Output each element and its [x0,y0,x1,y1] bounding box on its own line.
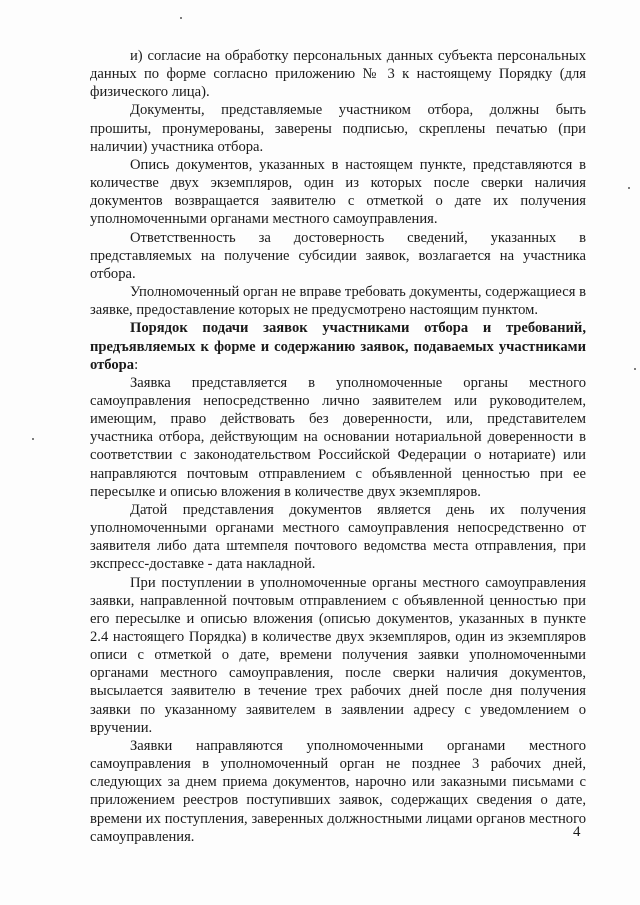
paragraph: При поступлении в уполномоченные органы местного самоуправления заявки, направленной почтовым отправлением с объявленной ценностью при его пересылке и описью вложения (описью документов, указанных в пункте 2.4 настоящего Порядка) в количестве двух экземпляров, один из экземпляров описи с отметкой о дате, времени получения заявки уполномоченными органами местного самоуправления, после сверки наличия документов, высылается заявителю в течение трех рабочих дней после дня получения заявки по указанному заявителем в заявлении адресу с уведомлением о вручении. [90,574,586,736]
section-heading [90,319,586,373]
scan-speck [628,187,630,189]
paragraph: Опись документов, указанных в настоящем пункте, представляются в количестве двух экземпляров, один из которых после сверки наличия документов возвращается заявителю с отметкой о дате их получения уполномоченными органами местного самоуправления. [90,156,586,228]
paragraph: Уполномоченный орган не вправе требовать документы, содержащиеся в заявке, предоставление которых не предусмотрено настоящим пунктом. [90,284,586,319]
section-heading-colon: : [134,356,139,373]
section-heading-bold: Порядок подачи заявок участниками отбора и требований, предъявляемых к форме и содержанию заявок, подаваемых участниками отбора [90,320,586,373]
scan-speck [180,17,182,19]
paragraph: Датой представления документов является день их получения уполномоченными органами местного самоуправления непосредственно от заявителя либо дата штемпеля почтового ведомства места отправления, при экспресс-доставке - дата накладной. [90,501,586,573]
page-number: 4 [573,824,581,840]
paragraph: Ответственность за достоверность сведений, указанных в представляемых на получение субсидии заявок, возлагается на участника отбора. [90,229,586,282]
scan-speck [634,368,636,370]
paragraph: Заявки направляются уполномоченными органами местного самоуправления в уполномоченный орган не позднее 3 рабочих дней, следующих за днем приема документов, нарочно или заказными письмами с приложением реестров поступивших заявок, содержащих сведения о дате, времени их поступления, заверенных должностными лицами органов местного самоуправления. [90,737,586,845]
scan-speck [32,438,34,440]
body-text [90,47,586,846]
paragraph: и) согласие на обработку персональных данных субъекта персональных данных по форме согласно приложению № 3 к настоящему Порядку (для физического лица). [90,48,586,101]
paragraph: Заявка представляется в уполномоченные органы местного самоуправления непосредственно лично заявителем или руководителем, имеющим, право действовать без доверенности, или, представителем участника отбора, действующим на основании нотариальной доверенности в соответствии с законодательством Российской Федерации о нотариате) или направляются почтовым отправлением с объявленной ценностью при ее пересылке и описью вложения в количестве двух экземпляров. [90,374,586,500]
paragraph: Документы, представляемые участником отбора, должны быть прошиты, пронумерованы, заверены подписью, скреплены печатью (при наличии) участника отбора. [90,102,586,155]
